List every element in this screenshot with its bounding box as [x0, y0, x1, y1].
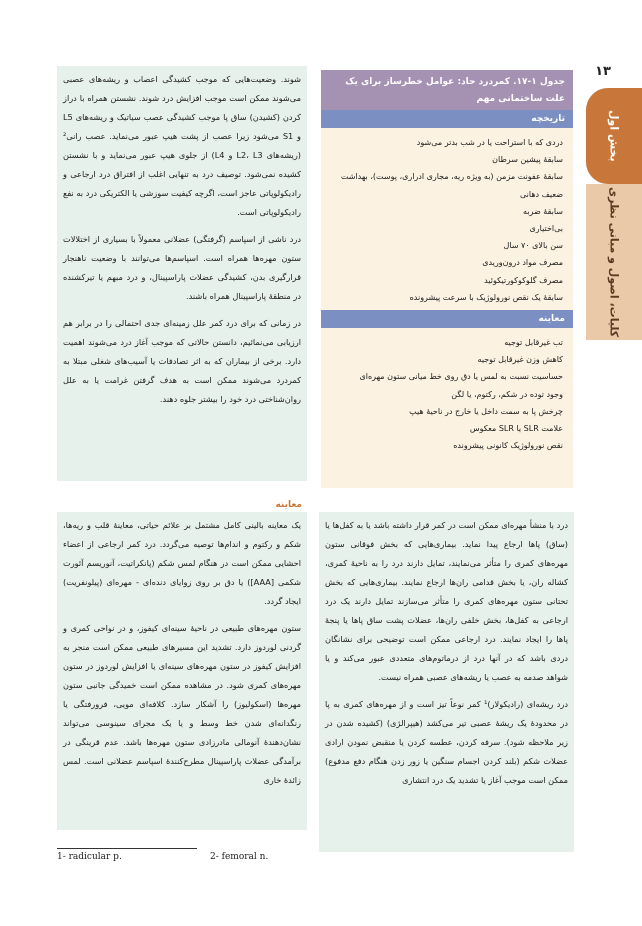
section-tab-label: کلیات، اصول و مبانی نظری: [607, 186, 621, 338]
page-number: ۱۳: [595, 64, 611, 79]
list-item: مصرف مواد درون‌وریدی: [482, 258, 563, 268]
list-item: سن بالای ۷۰ سال: [503, 241, 563, 251]
exam-list: [321, 328, 573, 458]
part-tab-label: بخش اول: [607, 110, 621, 162]
footnote-2: 2- femoral n.: [210, 852, 269, 862]
part-tab: [586, 88, 642, 184]
paragraph: ستون مهره‌های طبیعی در ناحیهٔ سینه‌ای کیفوز، و در نواحی کمری و گردنی لوردوز دارد. تشدید این مسیرهای طبیعی ممکن است منجر به افزایش کیفوز در ستون مهره‌های سینه‌ای یا افزایش لوردوز در ستون مهره‌های کمری شود. در مشاهده ممکن است خمیدگی جانبی ستون مهره‌ها (اسکولیوز) را آشکار سازد. کلافه‌ای مویی، فرورفتگی یا رنگدانه‌ای شدن خط وسط و یا یک مجرای سینوسی می‌تواند نشان‌دهندهٔ آنومالی مادرزادی ستون مهره‌ها باشد. عدم قرینگی در برآمدگی عضلات پاراسپینال مطرح‌کنندهٔ اسپاسم عضلانی است. لمس زائدهٔ خاری: [63, 623, 301, 785]
table-title: جدول ۱-۱۷. کمردرد حاد: عوامل خطرساز برای یک علت ساختمانی مهم: [321, 70, 573, 110]
list-item: دردی که با استراحت یا در شب بدتر می‌شود: [416, 138, 563, 147]
history-heading: تاریخچه: [321, 110, 573, 128]
history-list: [321, 128, 573, 310]
list-item: حساسیت نسبت به لمس یا دق روی خط میانی ستون مهره‌ای: [359, 372, 563, 382]
paragraph: شوند. وضعیت‌هایی که موجب کشیدگی اعصاب و ریشه‌های عصبی می‌شوند ممکن است موجب افزایش درد شوند. نشستن همراه با دراز کردن (کشیدن) ساق پا موجب کشیدگی عصب سیاتیک و ریشه‌های L5 و S1 می‌شود زیرا عصب از پشت هیپ عبور می‌نماید. عصب رانی² (ریشه‌های L2، L3 و L4) از جلوی هیپ عبور می‌نماید و با نشستن کشیده نمی‌شود. توصیف درد به تنهایی اغلب از افتراق درد ارجاعی و رادیکولوپاتی عاجز است، اگرچه کیفیت سوزشی یا الکتریکی درد به نفع رادیکولوپاتی است.: [63, 74, 301, 217]
list-item: نقص نورولوژیک کانونی پیشرونده: [453, 441, 563, 451]
exam-section-heading: معاینه: [275, 500, 302, 510]
list-item: بی‌اختیاری: [529, 224, 563, 234]
list-item: مصرف گلوکوکورتیکوئید: [484, 275, 563, 285]
paragraph: درد ریشه‌ای (رادیکولار)¹ کمر نوعاً تیز است و از مهره‌های کمری به پا در محدودهٔ یک ریشهٔ عصبی تیر می‌کشد (هیپرالژی) (کشیده شدن در زیر ملاحظه شود). سرفه کردن، عطسه کردن یا منقبض نمودن ارادی عضلات شکم (بلند کردن اجسام سنگین یا زور زدن هنگام دفع مدفوع) ممکن است موجب آغاز یا تشدید یک درد انتشاری: [325, 699, 568, 785]
risk-factors-table: [321, 70, 573, 488]
left-column-top: [57, 66, 307, 481]
list-item: علامت SLR یا SLR معکوس: [469, 424, 563, 434]
paragraph: درد با منشأ مهره‌ای ممکن است در کمر قرار داشته باشد یا به کفل‌ها یا (ساق) پاها ارجاع پیدا نماید. بیماری‌هایی که بخش فوقانی ستون مهره‌های کمری را متأثر می‌نمایند، تمایل دارند درد را به ناحیهٔ کمری، کشاله ران، یا بخش قدامی ران‌ها ارجاع نمایند. بیماری‌هایی که بخش تحتانی ستون مهره‌های کمری را متأثر می‌سازند تمایل دارند یک درد ارجاعی به کفل‌ها، بخش خلفی ران‌ها، عضلات پشت ساق پاها یا پنجهٔ پاها را ایجاد نمایند. درد ارجاعی ممکن است توضیحی برای نشانگان دردی باشد که در آنها درد از درماتوم‌های متعددی عبور می‌کند و یا شواهد صدمه به عصب یا ریشه‌های عصبی همراه نیست.: [325, 520, 568, 682]
list-item: چرخش پا به سمت داخل یا خارج در ناحیهٔ هیپ: [409, 406, 563, 416]
paragraph: یک معاینه بالینی کامل مشتمل بر علائم حیاتی، معاینهٔ قلب و ریه‌ها، شکم و رکتوم و اندام‌ها توصیه می‌گردد. درد کمر ارجاعی از اعضاء احشایی ممکن است در هنگام لمس شکم (پانکراتیت، آنوریسم آئورت شکمی [AAA]) یا دق بر روی زوایای دنده‌ای - مهره‌ای (پیلونفریت) ایجاد گردد.: [63, 520, 301, 606]
paragraph: درد ناشی از اسپاسم (گرفتگی) عضلانی معمولاً با بسیاری از اختلالات ستون مهره‌ها همراه است. اسپاسم‌ها می‌توانند با وضعیت ناهنجار قرارگیری بدن، کشیدگی عضلات پاراسپینال، و درد مبهم یا تیرکشنده در منطقهٔ پاراسپینال همراه باشند.: [63, 234, 301, 301]
left-column-bottom: [57, 512, 307, 830]
section-tab: [586, 184, 642, 340]
list-item: سابقهٔ ضربه: [523, 206, 563, 216]
list-item: سابقهٔ عفونت مزمن (به ویژه ریه، مجاری ادراری، پوست)، بهداشت ضعیف دهانی: [340, 172, 563, 199]
list-item: وجود توده در شکم، رکتوم، یا لگن: [451, 389, 563, 399]
paragraph: در زمانی که برای درد کمر علل زمینه‌ای جدی احتمالی را در برابر هم ارزیابی می‌نمائیم، دانستن حالاتی که موجب آغاز درد می‌شوند اهمیت دارد. برخی از بیماران که به اثر تصادفات یا آسیب‌های شغلی مبتلا به کمردرد می‌شوند ممکن است به هدف گرفتن غرامت یا به علل روان‌شناختی درد خود را بیشتر جلوه دهند.: [63, 318, 301, 404]
list-item: تب غیرقابل توجیه: [504, 338, 563, 348]
footnote-1: 1- radicular p.: [57, 852, 122, 862]
exam-heading: معاینه: [321, 310, 573, 328]
footnote-divider: [57, 848, 197, 849]
list-item: سابقهٔ یک نقص نورولوژیک با سرعت پیشرونده: [409, 292, 563, 302]
right-column-bottom: [319, 512, 574, 852]
list-item: سابقهٔ پیشین سرطان: [492, 155, 563, 165]
list-item: کاهش وزن غیرقابل توجیه: [477, 355, 563, 365]
